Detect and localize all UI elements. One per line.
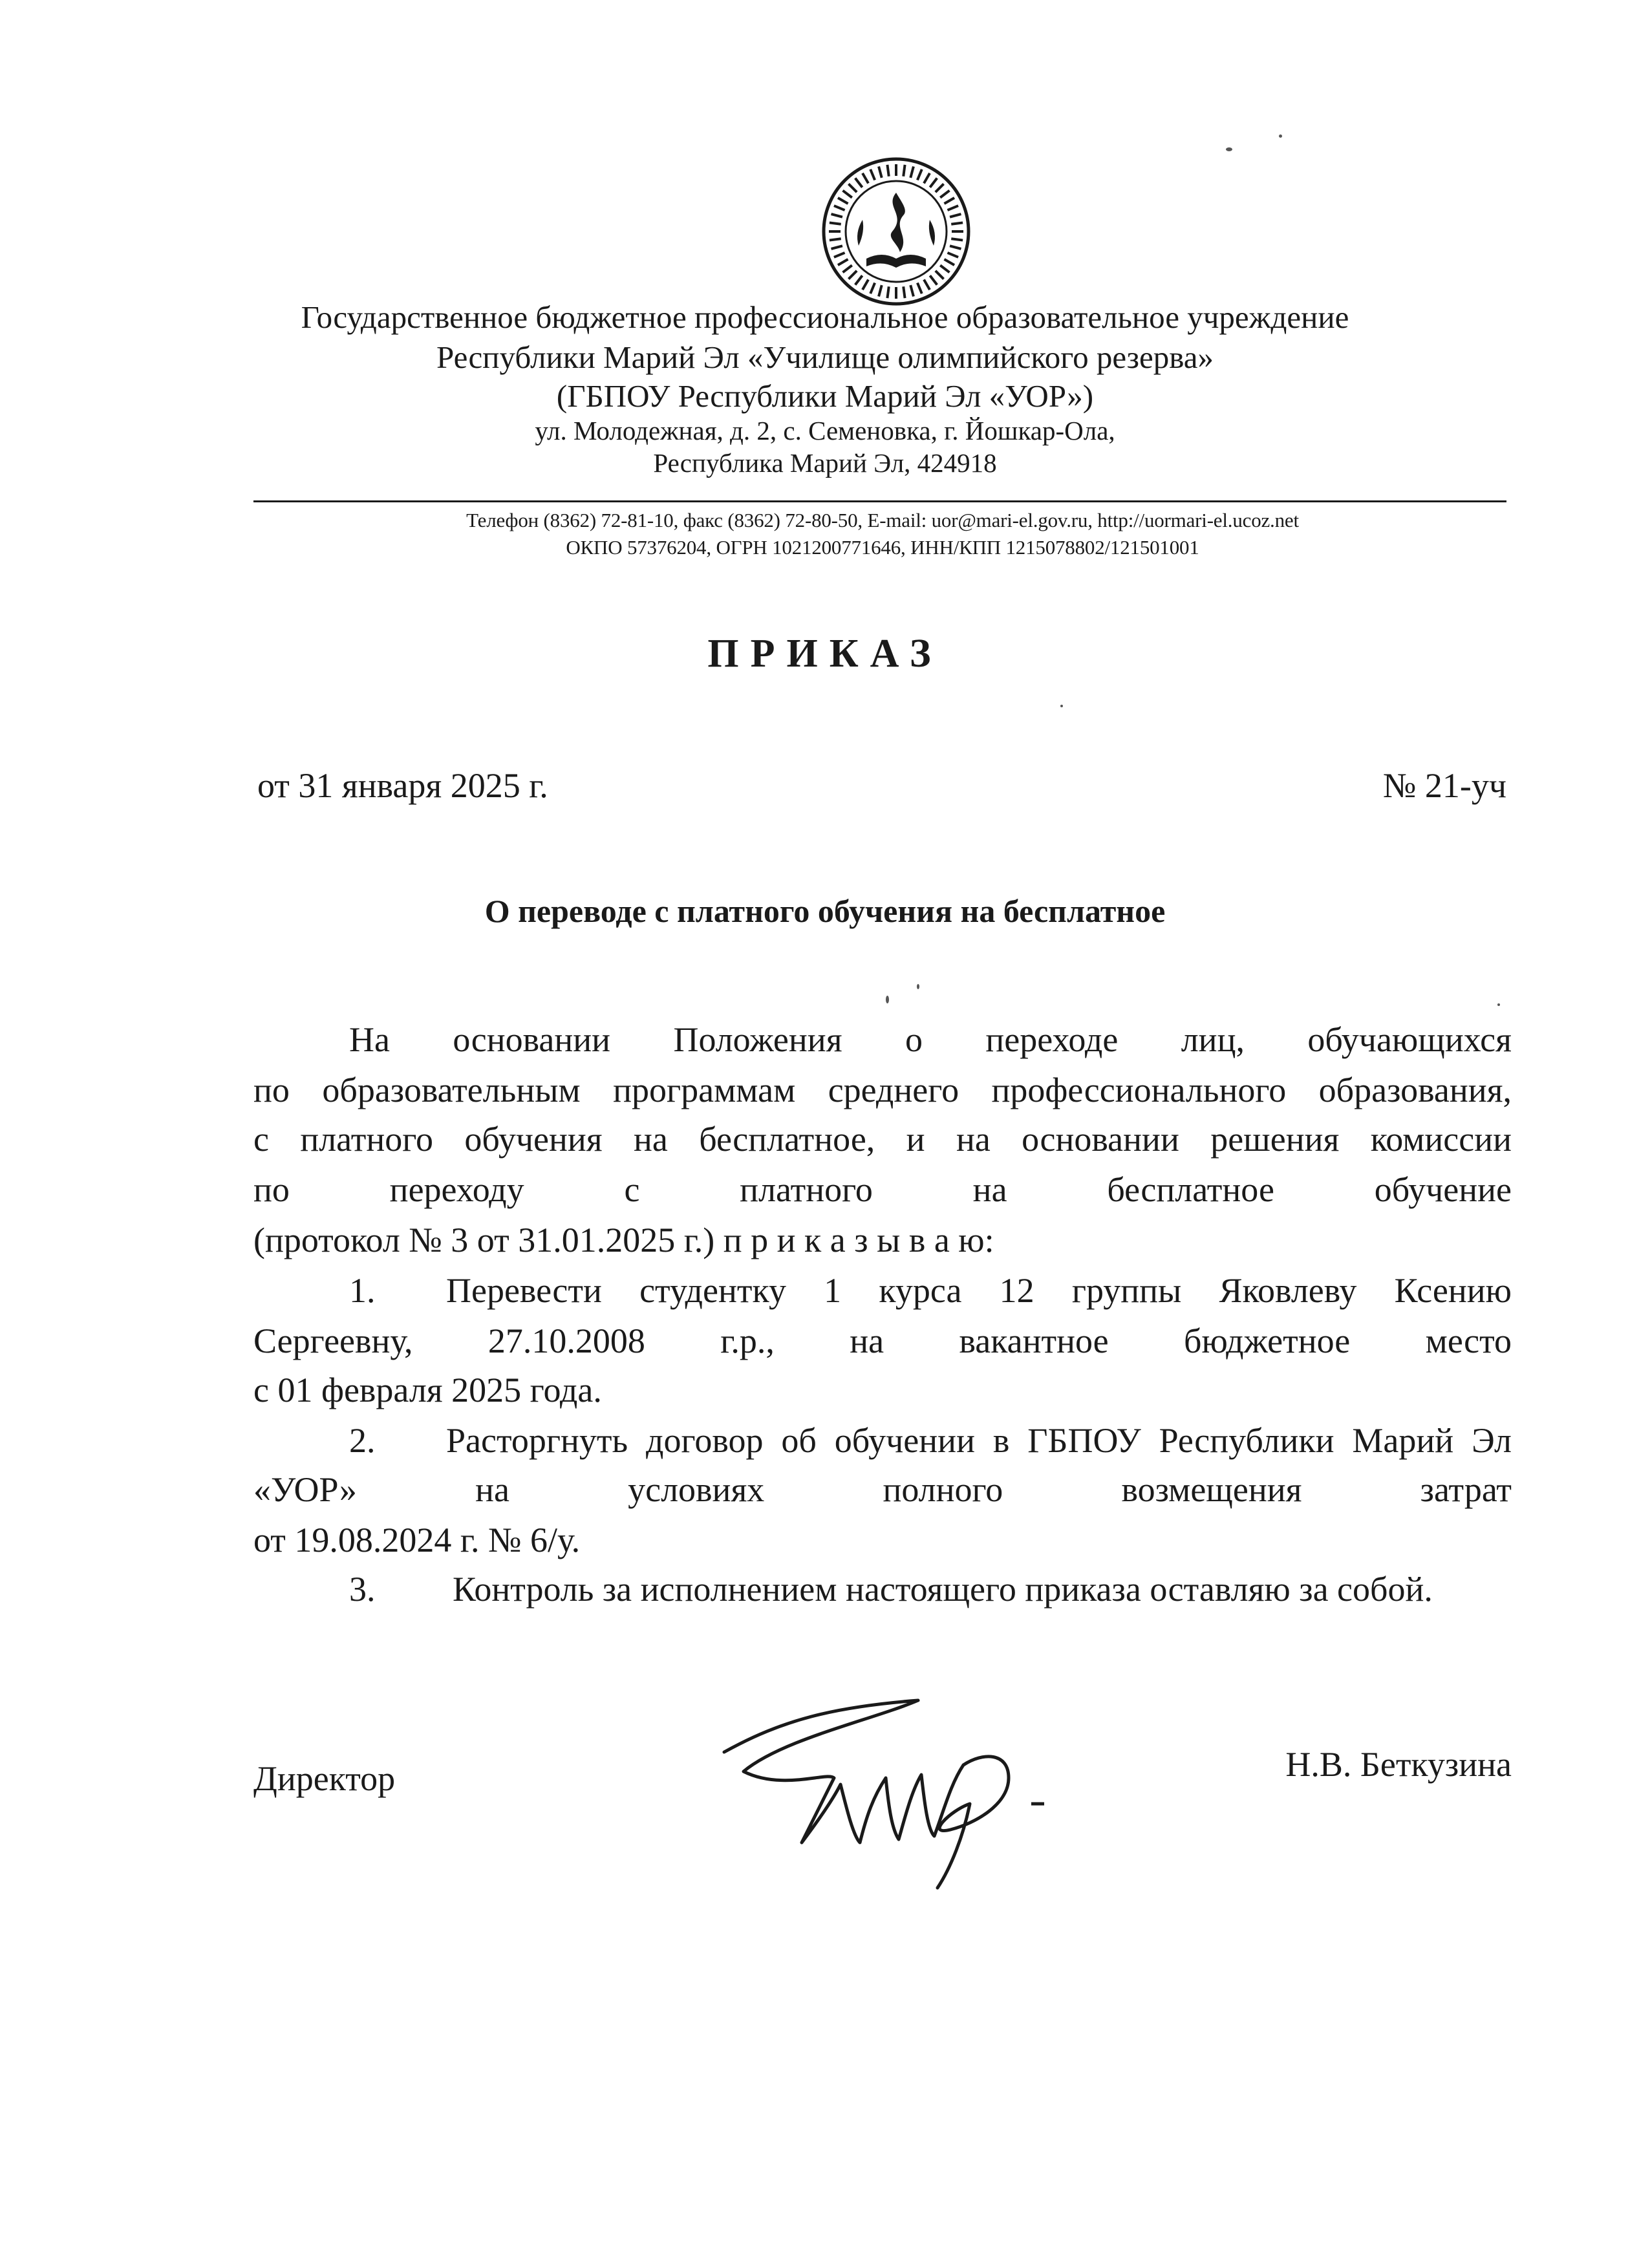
signer-name: Н.В. Беткузина: [1285, 1745, 1512, 1784]
item-line: с 01 февраля 2025 года.: [253, 1371, 602, 1409]
item-number: 3.: [349, 1570, 376, 1609]
address-line-2: Республика Марий Эл, 424918: [653, 448, 997, 478]
org-name-line-1: Государственное бюджетное профессиональное образовательное учреждение: [301, 299, 1349, 335]
document-title: ПРИКАЗ: [707, 632, 943, 676]
item-number: 1.: [349, 1271, 376, 1310]
document-number: № 21-уч: [1382, 766, 1506, 805]
preamble-line: по переходу с платного на бесплатное обучение: [253, 1170, 1512, 1209]
item-line: Перевести студентку 1 курса 12 группы Яковлеву Ксению: [446, 1271, 1512, 1310]
item-line: «УОР» на условиях полного возмещения затрат: [253, 1470, 1512, 1509]
address-line-1: ул. Молодежная, д. 2, с. Семеновка, г. Йошкар-Ола,: [535, 416, 1115, 445]
preamble-line: с платного обучения на бесплатное, и на основании решения комиссии: [253, 1120, 1512, 1159]
item-line: Контроль за исполнением настоящего приказа оставляю за собой.: [453, 1570, 1433, 1609]
preamble-line: (протокол № 3 от 31.01.2025 г.) п р и к а з ы в а ю:: [253, 1221, 994, 1259]
org-short-name: (ГБПОУ Республики Марий Эл «УОР»): [556, 378, 1094, 414]
item-number: 2.: [349, 1421, 376, 1460]
document-subject: О переводе с платного обучения на бесплатное: [484, 893, 1166, 929]
item-line: Расторгнуть договор об обучении в ГБПОУ Республики Марий Эл: [446, 1421, 1512, 1460]
item-line: от 19.08.2024 г. № 6/у.: [253, 1521, 581, 1559]
scan-speck: [1279, 134, 1282, 138]
contacts-line: Телефон (8362) 72-81-10, факс (8362) 72-80-50, E-mail: uor@mari-el.gov.ru, http://uormari-el.ucoz.net: [466, 509, 1299, 531]
scan-speck: [886, 996, 889, 1003]
preamble-line: по образовательным программам среднего профессионального образования,: [253, 1071, 1512, 1109]
signer-position: Директор: [253, 1759, 396, 1798]
preamble-line: На основании Положения о переходе лиц, обучающихся: [349, 1020, 1512, 1059]
scan-speck: [1497, 1003, 1500, 1006]
scan-speck: [1060, 705, 1063, 707]
item-line: Сергеевну, 27.10.2008 г.р., на вакантное бюджетное место: [253, 1321, 1512, 1360]
org-name-line-2: Республики Марий Эл «Училище олимпийского резерва»: [436, 339, 1214, 375]
scan-speck: [1226, 147, 1232, 151]
scan-speck: [917, 984, 919, 989]
registry-line: ОКПО 57376204, ОГРН 1021200771646, ИНН/КПП 1215078802/121501001: [566, 536, 1199, 559]
document-date: от 31 января 2025 г.: [257, 766, 548, 805]
letterhead-divider: [253, 500, 1506, 502]
handwritten-signature-icon: [705, 1681, 1067, 1894]
school-seal-emblem-icon: [820, 155, 972, 308]
